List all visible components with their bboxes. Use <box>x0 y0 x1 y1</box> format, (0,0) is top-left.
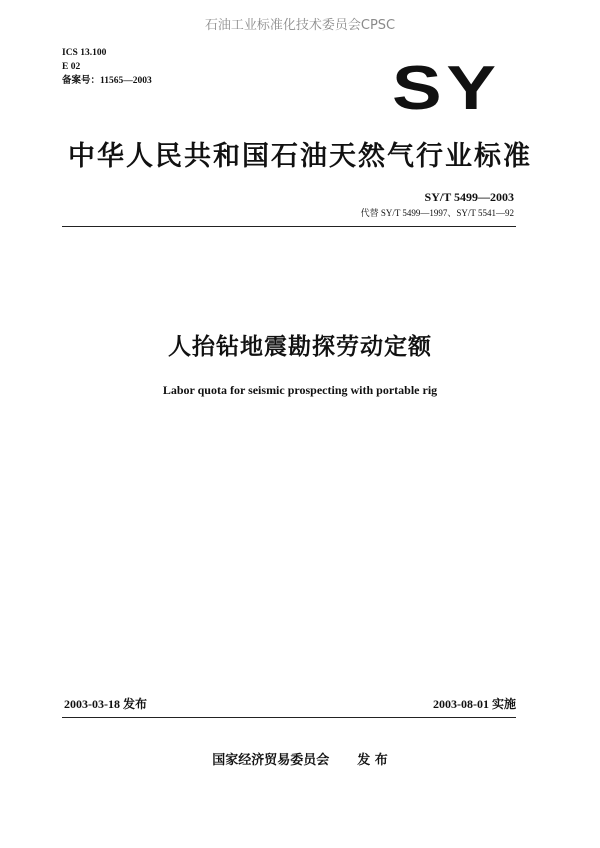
sy-logo: SY <box>392 54 501 123</box>
watermark-text: 石油工业标准化技术委员会CPSC <box>204 18 396 33</box>
implementation-date: 2003-08-01 实施 <box>433 697 516 711</box>
category-code: E 02 <box>62 62 81 72</box>
classification-block <box>62 46 152 88</box>
publisher-name: 国家经济贸易委员会 <box>212 753 330 768</box>
standard-code: SY/T 5499—2003 <box>424 190 514 204</box>
standard-org-title: 中华人民共和国石油天然气行业标准 <box>68 141 532 172</box>
publish-action: 发 布 <box>357 753 388 768</box>
footer-divider <box>62 717 516 718</box>
replaces-note: 代替 SY/T 5499—1997、SY/T 5541—92 <box>360 208 514 218</box>
issue-date: 2003-03-18 发布 <box>64 697 147 711</box>
ics-code: ICS 13.100 <box>62 48 107 58</box>
record-number: 备案号：11565—2003 <box>62 76 152 86</box>
document-title-english: Labor quota for seismic prospecting with portable rig <box>162 383 438 397</box>
header-divider <box>62 226 516 227</box>
document-title: 人抬钻地震勘探劳动定额 <box>168 334 432 360</box>
publisher-line <box>0 749 600 768</box>
